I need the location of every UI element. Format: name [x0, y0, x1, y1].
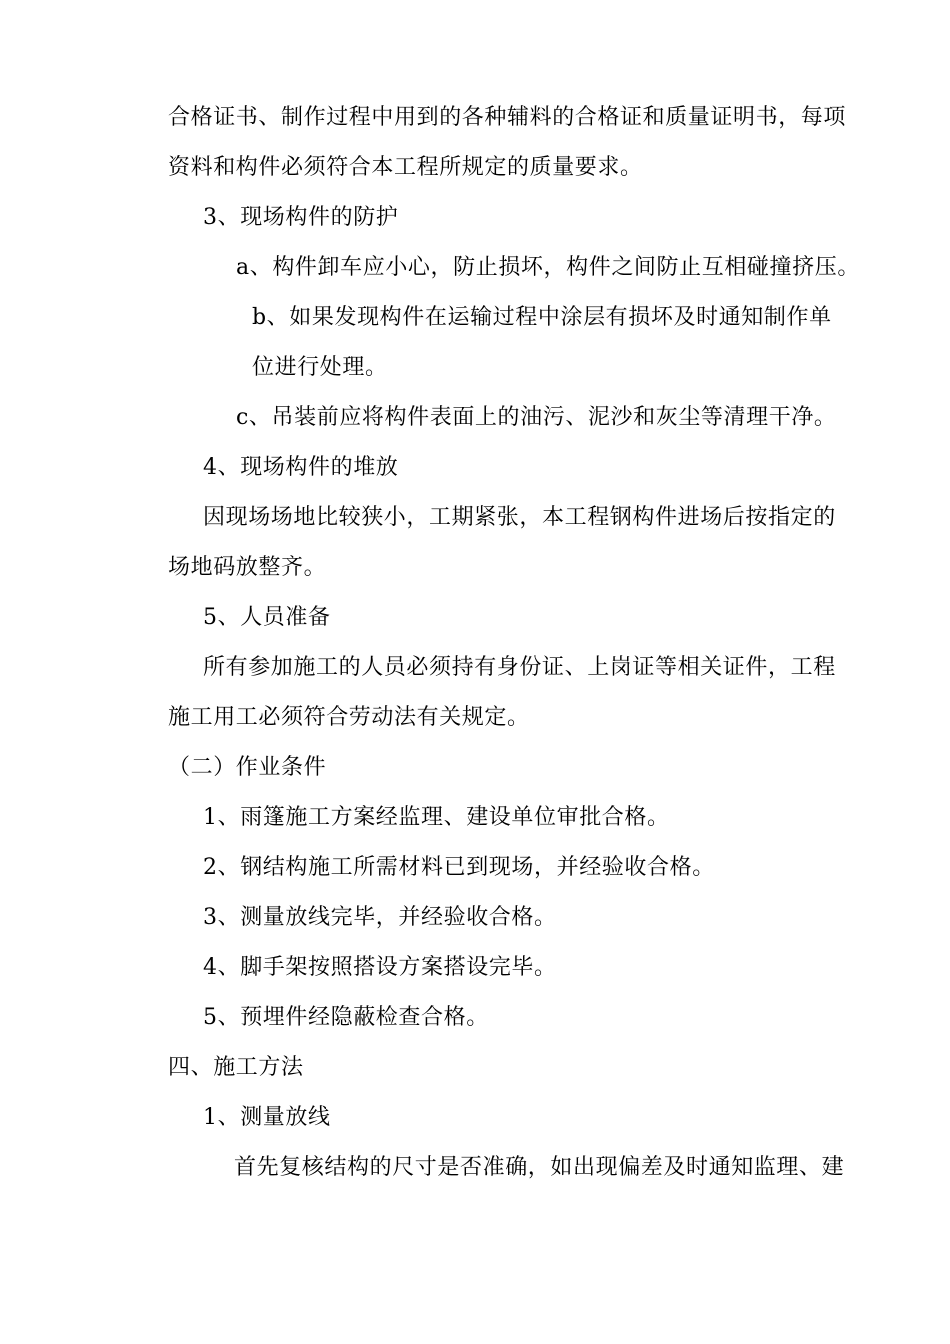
paragraph-line: 首先复核结构的尺寸是否准确，如出现偏差及时通知监理、建	[234, 1155, 845, 1180]
list-item: b、如果发现构件在运输过程中涂层有损坏及时通知制作单	[252, 305, 832, 330]
paragraph-line: 资料和构件必须符合本工程所规定的质量要求。	[168, 155, 643, 180]
section-heading: 四、施工方法	[168, 1055, 304, 1080]
section-heading: 1、测量放线	[203, 1105, 331, 1130]
paragraph-line: 因现场场地比较狭小，工期紧张，本工程钢构件进场后按指定的	[203, 505, 836, 530]
list-item: 3、测量放线完毕，并经验收合格。	[203, 905, 557, 930]
section-heading: 3、现场构件的防护	[203, 205, 399, 230]
list-item: c、吊装前应将构件表面上的油污、泥沙和灰尘等清理干净。	[236, 405, 837, 430]
paragraph-line: 合格证书、制作过程中用到的各种辅料的合格证和质量证明书，每项	[168, 105, 847, 130]
list-item: 5、预埋件经隐蔽检查合格。	[203, 1005, 489, 1030]
paragraph-line: 场地码放整齐。	[168, 555, 327, 580]
list-item: 4、脚手架按照搭设方案搭设完毕。	[203, 955, 557, 980]
section-heading: （二）作业条件	[168, 755, 327, 780]
section-heading: 4、现场构件的堆放	[203, 455, 399, 480]
paragraph-line: 所有参加施工的人员必须持有身份证、上岗证等相关证件，工程	[203, 655, 836, 680]
list-item: 1、雨篷施工方案经监理、建设单位审批合格。	[203, 805, 670, 830]
list-item-continuation: 位进行处理。	[252, 355, 388, 380]
section-heading: 5、人员准备	[203, 605, 331, 630]
list-item: 2、钢结构施工所需材料已到现场，并经验收合格。	[203, 855, 715, 880]
list-item: a、构件卸车应小心，防止损坏，构件之间防止互相碰撞挤压。	[236, 255, 860, 280]
paragraph-line: 施工用工必须符合劳动法有关规定。	[168, 705, 530, 730]
